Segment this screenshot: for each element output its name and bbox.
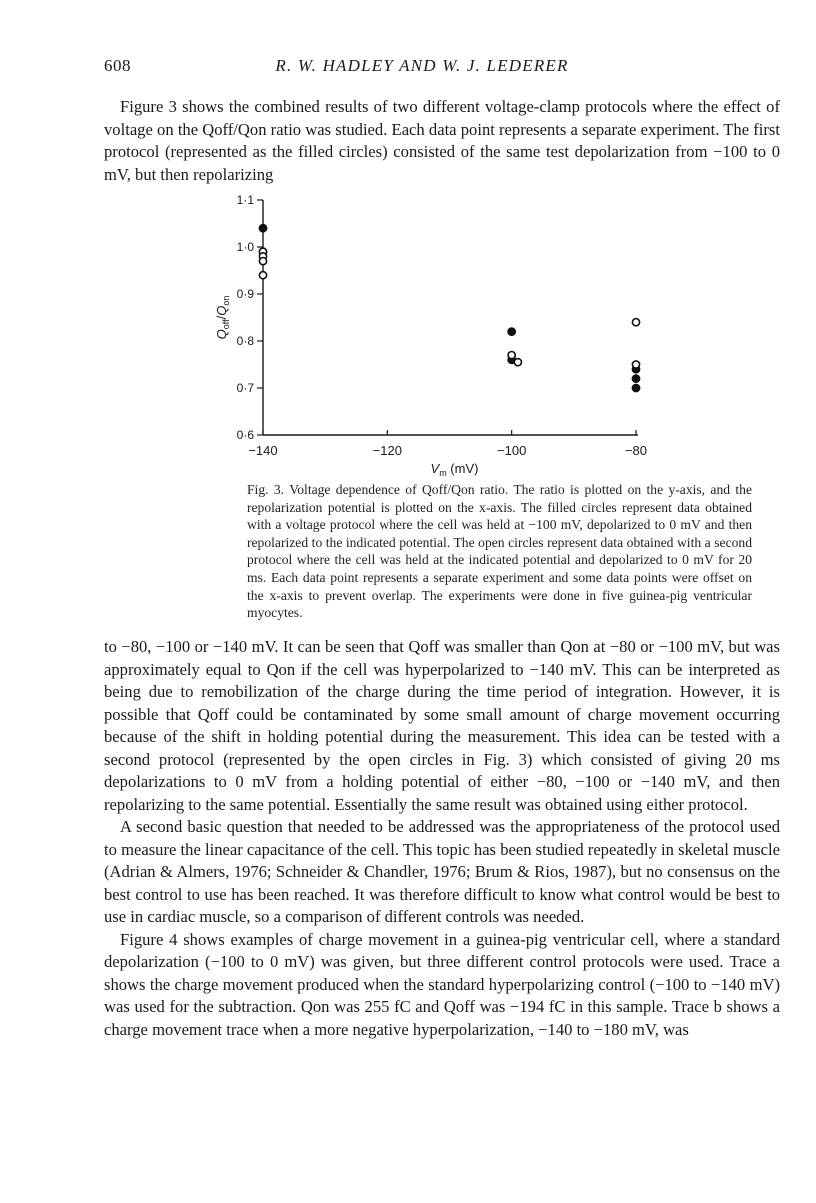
figure-3-chart: [0, 0, 816, 480]
y-tick-label: 0·7: [236, 381, 254, 395]
x-tick-label: −80: [624, 443, 648, 458]
paragraph: Figure 4 shows examples of charge movement in a guinea-pig ventricular cell, where a standard depolarization (−100 to 0 mV) was given, but three different control protocols were used. Trace a shows the charge movement produced when the standard hyperpolarizing control (−100 to −140 mV) was used for the subtraction. Qon was 255 fC and Qoff was −194 fC in this sample. Trace b shows a charge movement trace when a more negative hyperpolarization, −140 to −180 mV, was: [104, 929, 780, 1039]
filled-circle-point: [508, 328, 515, 335]
open-circle-point: [514, 359, 521, 366]
x-axis-label: $V_m$ (mV): [430, 461, 479, 478]
y-tick-label: 0·8: [236, 334, 254, 348]
x-tick-label: −100: [497, 443, 527, 458]
paragraph: Figure 3 shows the combined results of two different voltage-clamp protocols where the effect of voltage on the Qoff/Qon ratio was studied. Each data point represents a separate experiment. The first protocol (represented as the filled circles) consisted of the same test depolarization from −100 to 0 mV, but then repolarizing: [104, 97, 780, 184]
figure-caption: [247, 481, 752, 622]
caption-text: Voltage dependence of Qoff/Qon ratio. The ratio is plotted on the y-axis, and the repolarization potential is plotted on the x-axis. The filled circles represent data obtained with a voltage protocol where the cell was held at −100 mV, depolarized to 0 mV and then repolarized to the indicated potential. The open circles represent data obtained with a second protocol where the cell was held at the indicated potential and depolarized to 0 mV for 20 ms. Each data point represents a separate experiment and some data points were offset on the x-axis to prevent overlap. The experiments were done in five guinea-pig ventricular myocytes.: [247, 482, 752, 621]
open-circle-point: [259, 258, 266, 265]
running-authors: R. W. HADLEY AND W. J. LEDERER: [275, 56, 569, 75]
open-circle-point: [632, 319, 639, 326]
y-tick-label: 0·9: [236, 287, 254, 301]
open-circle-point: [259, 272, 266, 279]
chart-points: [259, 225, 639, 392]
page-number: 608: [104, 56, 131, 75]
caption-label: Fig. 3.: [247, 482, 285, 497]
filled-circle-point: [632, 375, 639, 382]
y-axis-label: $Q_{off}/Q_{on}$: [214, 295, 231, 340]
chart-axes: [214, 193, 647, 478]
y-tick-label: 0·6: [236, 428, 254, 442]
filled-circle-point: [632, 384, 639, 391]
y-tick-label: 1·0: [236, 240, 254, 254]
body-text-bottom: [104, 636, 780, 1041]
paragraph: A second basic question that needed to be addressed was the appropriateness of the protocol used to measure the linear capacitance of the cell. This topic has been studied repeatedly in skeletal muscle (Adrian & Almers, 1976; Schneider & Chandler, 1976; Brum & Rios, 1987), but no consensus on the best control to use has been reached. It was therefore difficult to know what control would be best to use in cardiac muscle, so a comparison of different controls was needed.: [104, 817, 780, 926]
filled-circle-point: [259, 225, 266, 232]
open-circle-point: [632, 361, 639, 368]
x-tick-label: −140: [248, 443, 278, 458]
paragraph: to −80, −100 or −140 mV. It can be seen that Qoff was smaller than Qon at −80 or −100 mV, but was approximately equal to Qon if the cell was hyperpolarized to −140 mV. This can be interpreted as being due to remobilization of the charge during the time period of integration. However, it is possible that Qoff could be contaminated by some small amount of charge movement occurring because of the shift in holding potential during the measurement. This idea can be tested with a second protocol (represented by the open circles in Fig. 3) which consisted of giving 20 ms depolarizations to 0 mV from a holding potential of either −80, −100 or −140 mV, and then repolarizing to the same potential. Essentially the same result was obtained using either protocol.: [104, 637, 780, 814]
x-tick-label: −120: [372, 443, 402, 458]
y-tick-label: 1·1: [236, 193, 254, 207]
open-circle-point: [508, 352, 515, 359]
